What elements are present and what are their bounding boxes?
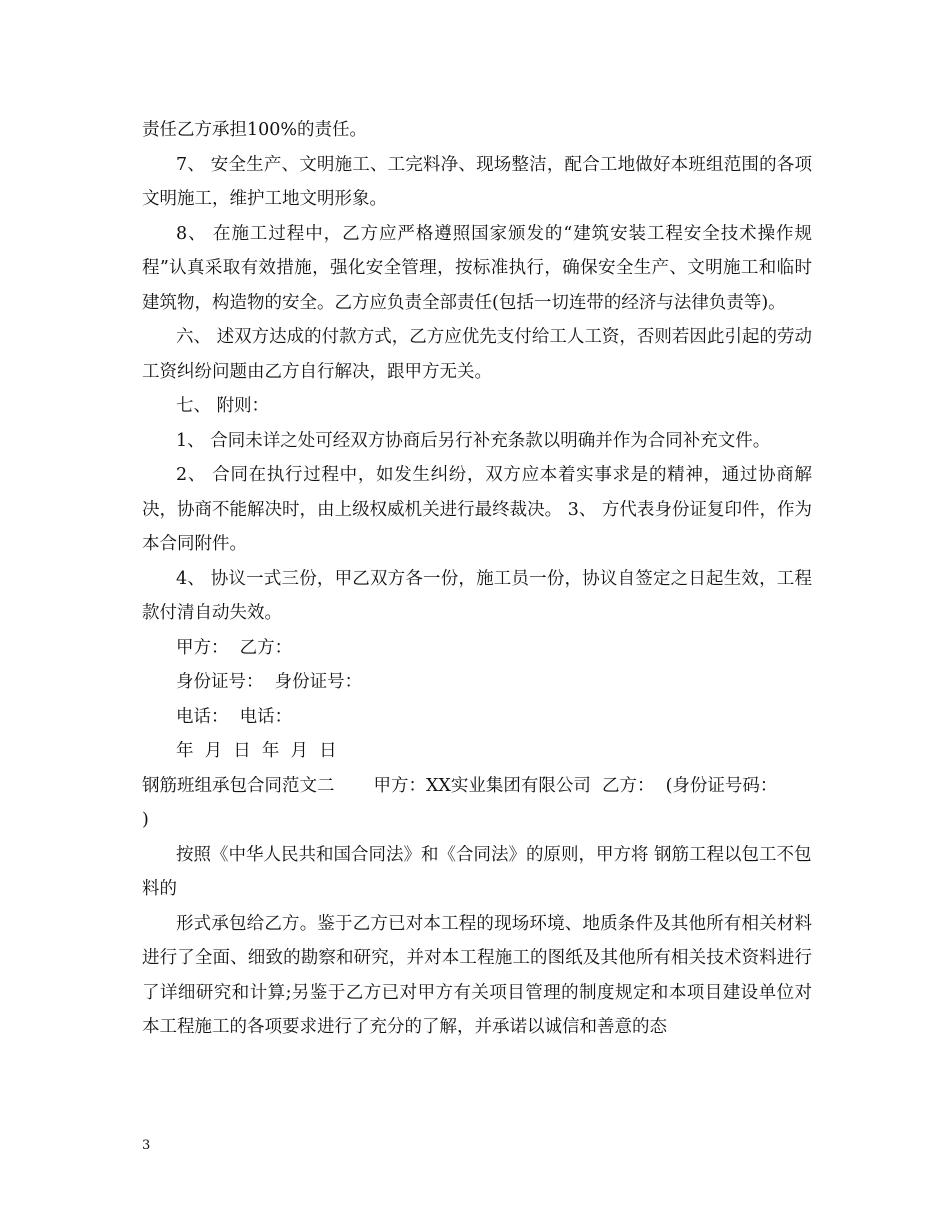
second-contract-paragraph-1: 按照《中华人民共和国合同法》和《合同法》的原则，甲方将 钢筋工程以包工不包料的 bbox=[142, 844, 812, 899]
paragraph-liability-end: 责任乙方承担100%的责任。 bbox=[142, 120, 368, 140]
document-body bbox=[142, 113, 812, 1045]
signature-date-line: 年 月 日 年 月 日 bbox=[176, 741, 337, 761]
paragraph-item-8: 8、 在施工过程中，乙方应严格遵照国家颁发的“建筑安装工程安全技术操作规程”认真采取有效措施，强化安全管理，按标准执行，确保安全生产、文明施工和临时建筑物，构造物的安全。乙方应负责全部责任(包括一切连带的经济与法律负责等)。 bbox=[142, 223, 812, 313]
paragraph-section-7-heading: 七、 附则： bbox=[176, 396, 270, 416]
signature-phone-line: 电话： 电话： bbox=[176, 706, 293, 727]
signature-party-line: 甲方： 乙方： bbox=[176, 637, 293, 658]
second-contract-paragraph-2: 形式承包给乙方。鉴于乙方已对本工程的现场环境、地质条件及其他所有相关材料进行了全面、细致的勘察和研究，并对本工程施工的图纸及其他所有相关技术资料进行了详细研究和计算;另鉴于乙方已对甲方有关项目管理的制度规定和本项目建设单位对本工程施工的各项要求进行了充分的了解，并承诺以诚信和善意的态 bbox=[142, 913, 812, 1037]
signature-id-line: 身份证号： 身份证号： bbox=[176, 672, 363, 692]
page-number: 3 bbox=[142, 1138, 151, 1153]
paragraph-section-6: 六、 述双方达成的付款方式，乙方应优先支付给工人工资，否则若因此引起的劳动工资纠纷问题由乙方自行解决，跟甲方无关。 bbox=[142, 327, 812, 382]
paragraph-appendix-1: 1、 合同未详之处可经双方协商后另行补充条款以明确并作为合同补充文件。 bbox=[176, 430, 771, 451]
paragraph-appendix-2-3: 2、 合同在执行过程中，如发生纠纷，双方应本着实事求是的精神，通过协商解决，协商不能解决时，由上级权威机关进行最终裁决。 3、 方代表身份证复印件，作为本合同附件。 bbox=[142, 465, 812, 554]
second-contract-heading-close: ) bbox=[142, 810, 149, 830]
paragraph-item-7: 7、 安全生产、文明施工、工完料净、现场整洁，配合工地做好本班组范围的各项文明施工，维护工地文明形象。 bbox=[142, 154, 812, 209]
paragraph-appendix-4: 4、 协议一式三份，甲乙双方各一份，施工员一份，协议自签定之日起生效，工程款付清自动失效。 bbox=[142, 568, 812, 623]
second-contract-heading: 钢筋班组承包合同范文二 甲方：XX实业集团有限公司 乙方： (身份证号码： bbox=[142, 775, 778, 796]
